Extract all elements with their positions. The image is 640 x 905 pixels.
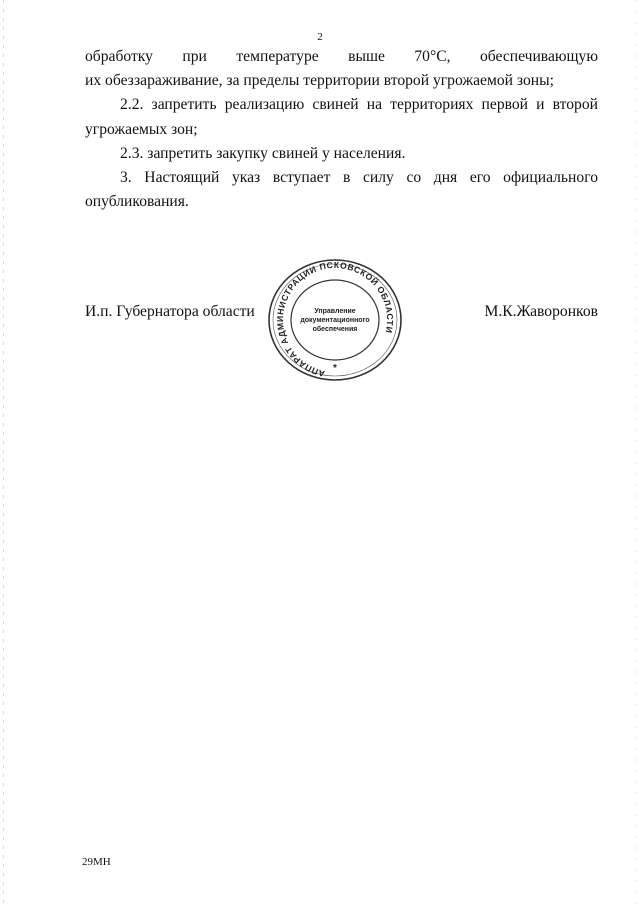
paragraph-3: 2.3. запретить закупку свиней у населения.	[120, 144, 406, 162]
paragraph-2: 2.2. запретить реализацию свиней на территориях первой и второй угрожаемых зон;	[85, 96, 598, 138]
document-body	[85, 45, 598, 214]
paragraph-1-line-1: обработку при температуре выше 70°С, обеспечивающую	[85, 48, 598, 65]
stamp-center-line-2: документационного	[300, 317, 370, 324]
document-code: 29МН	[82, 856, 111, 868]
signatory-title: И.п. Губернатора области	[85, 303, 255, 320]
stamp-center-line-1: Управление	[314, 308, 356, 315]
page-number: 2	[317, 31, 323, 43]
stamp-star: *	[333, 363, 337, 374]
signatory-name: М.К.Жаворонков	[484, 303, 598, 320]
official-stamp	[262, 254, 408, 385]
stamp-ring-text: АППАРАТ АДМИНИСТРАЦИИ ПСКОВСКОЙ ОБЛАСТИ	[274, 259, 396, 379]
scan-edge-right	[635, 0, 636, 905]
stamp-center-line-3: обеспечения	[312, 326, 358, 333]
paragraph-4: 3. Настоящий указ вступает в силу со дня его официального опубликования.	[85, 169, 598, 211]
scan-edge-left	[3, 0, 4, 905]
paragraph-1-line-2: их обеззараживание, за пределы территории второй угрожаемой зоны;	[85, 72, 554, 90]
